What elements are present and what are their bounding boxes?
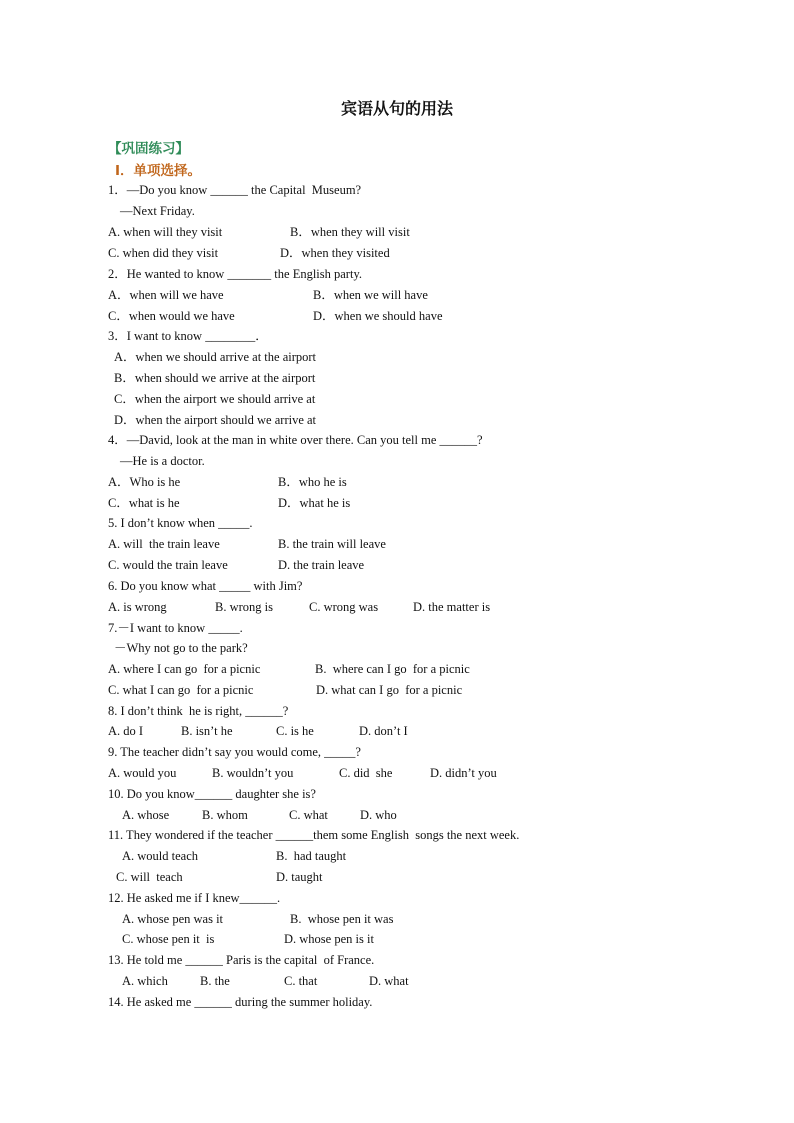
option: C．what is he	[108, 496, 180, 510]
option: B. whom	[202, 808, 248, 822]
option-row	[122, 847, 782, 865]
option: C．when the airport we should arrive at	[114, 392, 316, 406]
question-stem: 13. He told me ______ Paris is the capital of France.	[108, 953, 375, 967]
option: C. what	[289, 808, 328, 822]
option: A. do I	[108, 724, 144, 738]
option: C. what I can go for a picnic	[108, 683, 254, 697]
option: C．when would we have	[108, 309, 235, 323]
option: A. where I can go for a picnic	[108, 662, 261, 676]
option: B. the train will leave	[278, 537, 386, 551]
option: A. would teach	[122, 849, 199, 863]
option-row	[108, 244, 788, 262]
option: A. would you	[108, 766, 177, 780]
question-stem: 11. They wondered if the teacher ______them some English songs the next week.	[108, 828, 520, 842]
option-row	[108, 660, 788, 678]
option-row	[108, 556, 788, 574]
option-row	[108, 223, 788, 241]
option-row	[108, 681, 788, 699]
question-stem: 8. I don’t think he is right, ______?	[108, 704, 289, 718]
option: D. what	[369, 974, 409, 988]
option-row	[122, 806, 782, 824]
option: D. didn’t you	[430, 766, 497, 780]
option: B. isn’t he	[181, 724, 233, 738]
option: A．when will we have	[108, 288, 224, 302]
question-stem: 5. I don’t know when _____.	[108, 516, 253, 530]
option: C. did she	[339, 766, 393, 780]
option-row	[108, 722, 788, 740]
option: B．when should we arrive at the airport	[114, 371, 316, 385]
option-row	[108, 286, 788, 304]
option: B. wouldn’t you	[212, 766, 294, 780]
question-stem: 3．I want to know ________．	[108, 329, 268, 343]
section-label: 【巩固练习】	[108, 141, 189, 157]
option: A. will the train leave	[108, 537, 220, 551]
question-stem: 12. He asked me if I knew______.	[108, 891, 281, 905]
question-stem: 14. He asked me ______ during the summer holiday.	[108, 995, 373, 1009]
subsection-label: I．单项选择。	[115, 163, 202, 179]
option-row	[108, 598, 788, 616]
option: D. who	[360, 808, 397, 822]
option: A．Who is he	[108, 475, 181, 489]
option-row	[108, 764, 788, 782]
option: C. is he	[276, 724, 314, 738]
option-row	[108, 535, 788, 553]
option: A．when we should arrive at the airport	[114, 350, 317, 364]
page-title: 宾语从句的用法	[340, 99, 453, 118]
option: C. whose pen it is	[122, 932, 215, 946]
option: D. the matter is	[413, 600, 491, 614]
option: C. when did they visit	[108, 246, 219, 260]
option: B．when they will visit	[290, 225, 410, 239]
option: D．when they visited	[280, 246, 390, 260]
option: A. is wrong	[108, 600, 167, 614]
option-row	[108, 307, 788, 325]
option: B. whose pen it was	[290, 912, 394, 926]
question-reply: —Next Friday.	[120, 204, 195, 218]
question-stem: 4．—David, look at the man in white over there. Can you tell me ______?	[108, 433, 483, 447]
option: B. the	[200, 974, 230, 988]
option-row	[116, 868, 776, 886]
question-stem: 10. Do you know______ daughter she is?	[108, 787, 316, 801]
option-row	[108, 473, 788, 491]
option-row	[122, 910, 782, 928]
option: A. whose pen was it	[122, 912, 224, 926]
option-row	[122, 930, 782, 948]
option: D. don’t I	[359, 724, 408, 738]
question-reply: —He is a doctor.	[120, 454, 205, 468]
option-row	[108, 494, 788, 512]
option: D. what can I go for a picnic	[316, 683, 463, 697]
option: B．who he is	[278, 475, 347, 489]
question-stem: 6. Do you know what _____ with Jim?	[108, 579, 303, 593]
question-reply: －Why not go to the park?	[114, 641, 248, 655]
option: B．when we will have	[313, 288, 428, 302]
option-row	[122, 972, 782, 990]
option: D．what he is	[278, 496, 351, 510]
question-stem: 2．He wanted to know _______ the English party.	[108, 267, 363, 281]
option: D．when the airport should we arrive at	[114, 413, 317, 427]
option: A. whose	[122, 808, 170, 822]
option: C. would the train leave	[108, 558, 228, 572]
option: C. wrong was	[309, 600, 379, 614]
option: A. which	[122, 974, 168, 988]
option: D. whose pen is it	[284, 932, 374, 946]
option: C. that	[284, 974, 318, 988]
option: A. when will they visit	[108, 225, 223, 239]
option: D．when we should have	[313, 309, 443, 323]
option: B. had taught	[276, 849, 347, 863]
option: D. the train leave	[278, 558, 365, 572]
question-stem: 1．—Do you know ______ the Capital Museum?	[108, 183, 362, 197]
option: B. wrong is	[215, 600, 273, 614]
option: C. will teach	[116, 870, 183, 884]
question-stem: 7.－I want to know _____.	[108, 621, 243, 635]
option: B. where can I go for a picnic	[315, 662, 470, 676]
question-stem: 9. The teacher didn’t say you would come, _____?	[108, 745, 361, 759]
option: D. taught	[276, 870, 323, 884]
